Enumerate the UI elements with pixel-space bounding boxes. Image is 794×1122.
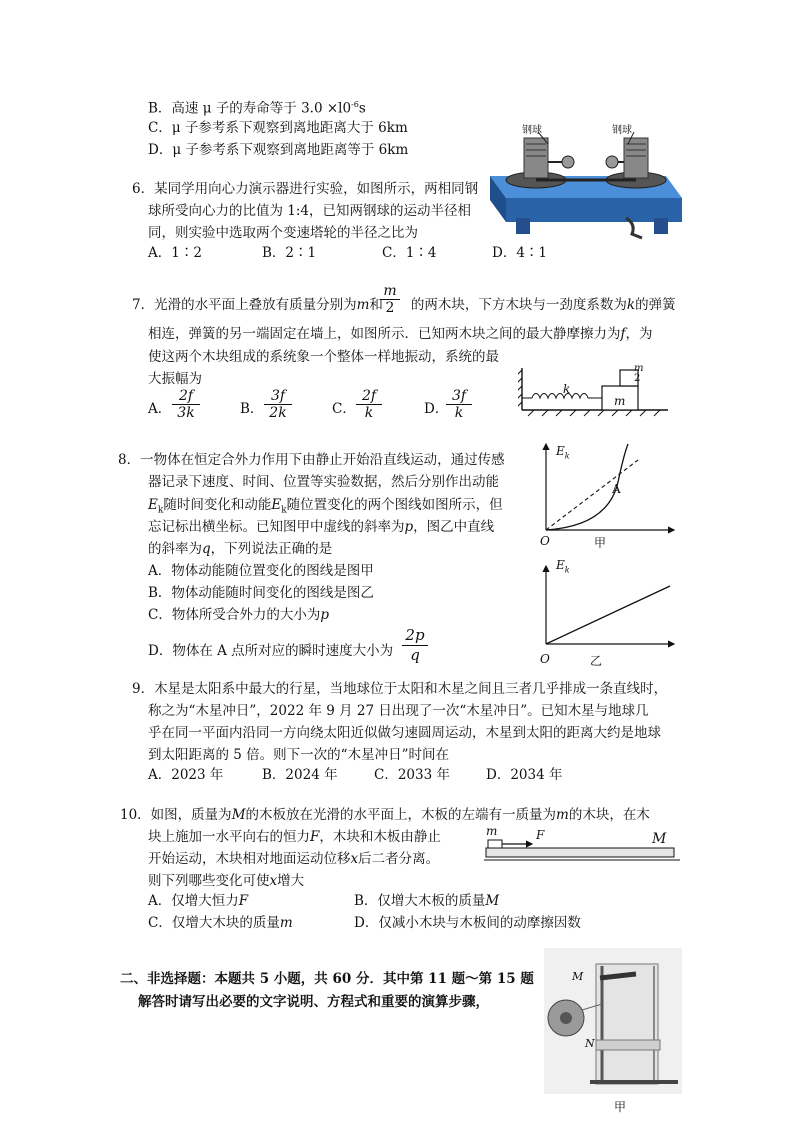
q8-option-a: A．物体动能随位置变化的图线是图甲 [148,563,374,579]
q10-option-b: B．仅增大木板的质量M [354,893,500,909]
q8-option-c: C．物体所受合外力的大小为p [148,607,329,623]
section2-line2: 解答时请写出必要的文字说明、方程式和重要的演算步骤， [138,994,489,1010]
q7-option-a-fraction: $\frac{2f}{3k}$ [172,388,200,421]
q9-line1: 9．木星是太阳系中最大的行星，当地球位于太阳和木星之间且三者几乎排成一条直线时， [132,681,668,697]
centripetal-demonstrator-figure [486,118,684,248]
q8-line5: 的斜率为q，下列说法正确的是 [148,541,333,557]
q8-fig1-ek: $E_k$ [556,444,570,461]
q7-line1: 7．光滑的水平面上叠放有质量分别为m和 的两木块，下方木块与一劲度系数为k的弹簧 [132,297,676,313]
spring-blocks-figure [518,360,678,422]
q8-option-b: B．物体动能随时间变化的图线是图乙 [148,585,374,601]
q10-option-a: A．仅增大恒力F [148,893,249,909]
q6-option-b: B．2∶1 [262,245,317,261]
q7-option-c-label: C． [332,401,356,417]
q10-line1: 10．如图，质量为M的木板放在光滑的水平面上，木板的左端有一质量为m的木块，在木 [120,807,650,823]
q10-fig-big-m: M [652,831,667,847]
q6-line1: 6．某同学用向心力演示器进行实验，如图所示，两相同钢 [132,181,479,197]
q9-option-b: B．2024 年 [262,767,338,783]
q9-option-a: A．2023 年 [148,767,224,783]
q10-line4: 则下列哪些变化可使x增大 [148,873,305,889]
q6-option-d: D．4∶1 [492,245,548,261]
q8-fig2-label: 乙 [590,654,603,668]
q5-option-d: D．μ 子参考系下观察到离地距离等于 6km [148,142,409,158]
plank-block-figure [484,824,680,864]
q8-fig2-ek: $E_k$ [556,558,570,575]
q5-option-b: B．高速 μ 子的寿命等于 $3.0 \times l0^{-6}s$ [148,100,366,117]
q10-option-d: D．仅减小木块与木板间的动摩擦因数 [354,915,581,931]
q7-fig-m: m [614,394,626,408]
q8-line4: 忘记标出横坐标。已知图甲中虚线的斜率为p，图乙中直线 [148,519,495,535]
q9-line4: 到太阳距离的 5 倍。则下一次的“木星冲日”时间在 [148,747,449,763]
q7-option-a-label: A． [148,401,172,417]
q8-line1: 8．一物体在恒定合外力作用下由静止开始沿直线运动，通过传感 [118,452,505,468]
section2-fig-n: N [585,1037,595,1050]
q6-line3: 同，则实验中选取两个变速塔轮的半径之比为 [148,225,418,241]
apparatus-photo-figure [544,948,682,1094]
q10-line3: 开始运动，木块相对地面运动位移x后二者分离。 [148,851,440,867]
q7-option-d-fraction: $\frac{3f}{k}$ [446,388,472,421]
q10-line2: 块上施加一水平向右的恒力F，木块和木板由静止 [148,829,441,845]
q9-option-d: D．2034 年 [486,767,563,783]
q7-line4: 大振幅为 [148,371,202,387]
q9-option-c: C．2033 年 [374,767,450,783]
q8-line2: 器记录下速度、时间、位置等实验数据，然后分别作出动能 [148,474,499,490]
q6-line2: 球所受向心力的比值为 1:4，已知两钢球的运动半径相 [148,203,472,219]
q9-line2: 称之为“木星冲日”，2022 年 9 月 27 日出现了一次“木星冲日”。已知木星与地球几 [148,703,649,719]
q8-fig1-point-a: A [612,482,621,496]
q8-option-d: D．物体在 A 点所对应的瞬时速度大小为 [148,643,394,659]
section2-fig-m: M [572,970,584,983]
q7-option-b-label: B． [240,401,264,417]
q6-fig-label-left: 钢球 [522,125,542,136]
q6-option-a: A．1∶2 [148,245,202,261]
q7-line3: 使这两个木块组成的系统象一个整体一样地振动，系统的最 [148,349,499,365]
q8-line3: $E_k$随时间变化和动能$E_k$随位置变化的两个图线如图所示，但 [148,497,503,516]
q7-option-b-fraction: $\frac{3f}{2k}$ [264,388,292,421]
q7-option-c-fraction: $\frac{2f}{k}$ [356,388,382,421]
q7-fig-k: k [563,382,571,396]
q7-mass-fraction: $\frac{m}{2}$ [380,283,400,316]
q8-fig1-label: 甲 [594,536,607,550]
q7-line2: 相连，弹簧的另一端固定在墙上，如图所示．已知两木块之间的最大静摩擦力为f，为 [148,326,653,342]
q8-fig1-origin: O [540,534,550,548]
q7-option-d-label: D． [424,401,449,417]
q7-fig-2: 2 [634,373,641,384]
q10-fig-m: m [486,824,498,838]
q8-fig2-origin: O [540,652,550,666]
section2-line1: 二、非选择题：本题共 5 小题，共 60 分．其中第 11 题～第 15 题 [120,971,534,987]
q5-option-c: C．μ 子参考系下观察到离地距离大于 6km [148,120,408,136]
section2-fig-label: 甲 [614,1100,627,1114]
q6-option-c: C．1∶4 [382,245,437,261]
q6-fig-label-right: 钢球 [612,125,632,136]
q8-option-d-fraction: $\frac{2p}{q}$ [402,626,428,665]
q7-fig-m-top: m [634,363,644,374]
q10-option-c: C．仅增大木块的质量m [148,915,293,931]
q9-line3: 乎在同一平面内沿同一方向绕太阳近似做匀速圆周运动，木星到太阳的距离大约是地球 [148,725,661,741]
q10-fig-f: F [536,828,545,842]
